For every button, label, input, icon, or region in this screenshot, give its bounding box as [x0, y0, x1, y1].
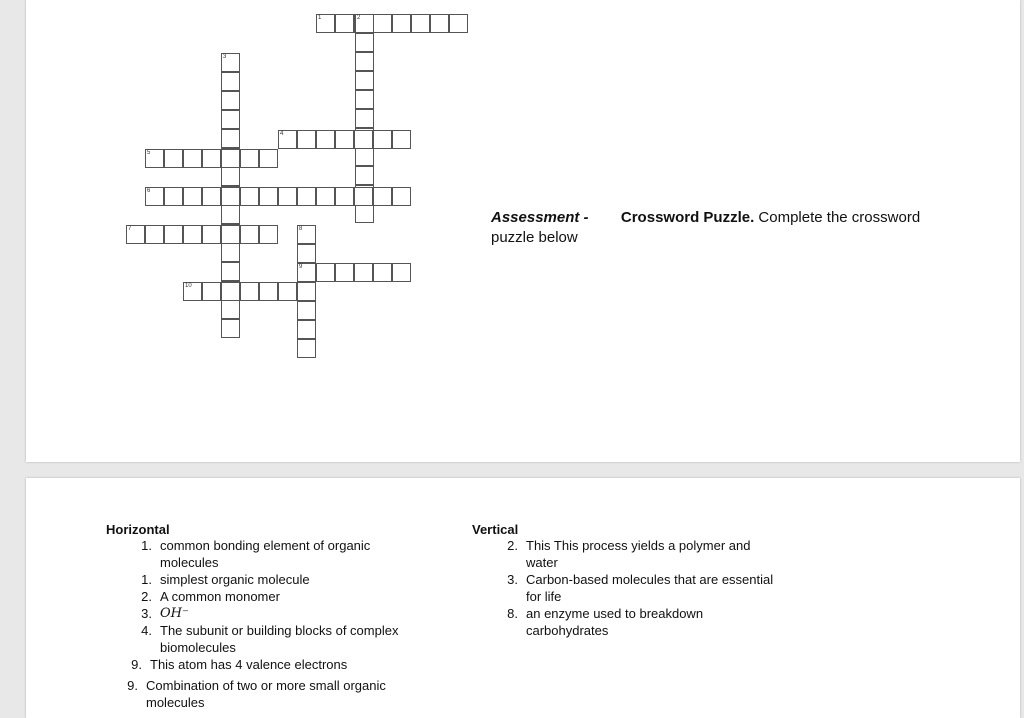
- crossword-cell[interactable]: [145, 225, 164, 244]
- clue-line: for life: [526, 589, 562, 604]
- crossword-cell[interactable]: [221, 72, 240, 91]
- clue-number: 2: [357, 15, 361, 21]
- clue-text: [160, 588, 456, 605]
- crossword-cell[interactable]: [316, 130, 335, 149]
- clue-text: [526, 605, 832, 639]
- crossword-cell[interactable]: [316, 14, 335, 33]
- clue-text: [150, 656, 456, 673]
- crossword-cell[interactable]: [354, 130, 373, 149]
- crossword-cell[interactable]: [355, 147, 374, 166]
- crossword-cell[interactable]: [164, 225, 183, 244]
- crossword-cell[interactable]: [259, 187, 278, 206]
- clue-number: 9.: [127, 678, 138, 693]
- clue-text: [160, 622, 456, 656]
- crossword-cell[interactable]: [355, 109, 374, 128]
- clue-number: 10: [185, 283, 192, 289]
- crossword-cell[interactable]: [278, 187, 297, 206]
- crossword-cell[interactable]: [355, 166, 374, 185]
- crossword-cell[interactable]: [240, 187, 259, 206]
- crossword-cell[interactable]: [373, 187, 392, 206]
- crossword-cell[interactable]: [259, 149, 278, 168]
- crossword-cell[interactable]: [297, 225, 316, 244]
- vertical-heading: Vertical: [472, 522, 519, 537]
- crossword-cell[interactable]: [145, 149, 164, 168]
- vertical-clue: [492, 571, 832, 605]
- crossword-cell[interactable]: [278, 282, 297, 301]
- horizontal-clue: [116, 656, 456, 673]
- horizontal-clue: [126, 622, 456, 656]
- clue-line: A common monomer: [160, 589, 280, 604]
- crossword-cell[interactable]: [240, 282, 259, 301]
- crossword-cell[interactable]: [297, 244, 316, 263]
- clue-number: 7: [128, 226, 132, 232]
- clue-text: [160, 605, 456, 622]
- crossword-cell[interactable]: [183, 149, 202, 168]
- horizontal-clue-list: [126, 537, 456, 711]
- crossword-cell[interactable]: [335, 187, 354, 206]
- vertical-clue: [492, 537, 832, 571]
- clue-line: This atom has 4 valence electrons: [150, 657, 348, 672]
- worksheet-page-2: [26, 478, 1020, 718]
- clue-text: [160, 571, 456, 588]
- vertical-clue-list: [492, 537, 832, 639]
- clue-text: [146, 677, 456, 711]
- clue-line: water: [526, 555, 558, 570]
- crossword-cell[interactable]: [297, 282, 316, 301]
- clue-number: 3: [223, 54, 227, 60]
- clue-number: 8: [299, 226, 303, 232]
- crossword-cell[interactable]: [373, 130, 392, 149]
- crossword-cell[interactable]: [221, 149, 240, 168]
- crossword-cell[interactable]: [373, 263, 392, 282]
- horizontal-clue: [126, 588, 456, 605]
- crossword-cell[interactable]: [221, 167, 240, 186]
- clue-number: 9: [299, 264, 303, 270]
- crossword-cell[interactable]: [183, 282, 202, 301]
- crossword-cell[interactable]: [164, 187, 183, 206]
- crossword-cell[interactable]: [355, 33, 374, 52]
- crossword-cell[interactable]: [316, 263, 335, 282]
- clue-text: [526, 537, 832, 571]
- assessment-title: [491, 208, 971, 248]
- clue-number: 6: [147, 188, 151, 194]
- crossword-cell[interactable]: [316, 187, 335, 206]
- crossword-cell[interactable]: [202, 225, 221, 244]
- crossword-cell[interactable]: [430, 14, 449, 33]
- clue-line: OH⁻: [160, 606, 189, 621]
- crossword-cell[interactable]: [221, 243, 240, 262]
- crossword-cell[interactable]: [355, 52, 374, 71]
- crossword-cell[interactable]: [183, 187, 202, 206]
- crossword-cell[interactable]: [355, 204, 374, 223]
- clue-number: 1: [318, 15, 322, 21]
- assessment-label: Assessment -: [491, 209, 589, 226]
- crossword-cell[interactable]: [259, 282, 278, 301]
- crossword-cell[interactable]: [183, 225, 202, 244]
- crossword-cell[interactable]: [221, 91, 240, 110]
- crossword-cell[interactable]: [202, 282, 221, 301]
- crossword-cell[interactable]: [240, 149, 259, 168]
- crossword-cell[interactable]: [335, 263, 354, 282]
- instruction-line-1: Complete the crossword: [758, 209, 921, 226]
- clue-number: 4.: [141, 623, 152, 638]
- crossword-cell[interactable]: [297, 301, 316, 320]
- clue-number: 2.: [507, 538, 518, 553]
- horizontal-heading: Horizontal: [106, 522, 170, 537]
- crossword-cell[interactable]: [392, 263, 411, 282]
- crossword-cell[interactable]: [221, 187, 240, 206]
- worksheet-page-1: [26, 0, 1020, 462]
- crossword-cell[interactable]: [297, 130, 316, 149]
- clue-number: 3.: [141, 606, 152, 621]
- vertical-clue: [492, 605, 832, 639]
- crossword-cell[interactable]: [221, 225, 240, 244]
- clue-line: biomolecules: [160, 640, 236, 655]
- clue-line: simplest organic molecule: [160, 572, 310, 587]
- horizontal-clue: [112, 677, 456, 711]
- crossword-cell[interactable]: [221, 319, 240, 338]
- crossword-cell[interactable]: [355, 71, 374, 90]
- crossword-cell[interactable]: [221, 300, 240, 319]
- crossword-cell[interactable]: [259, 225, 278, 244]
- crossword-cell[interactable]: [202, 149, 221, 168]
- clue-number: 5: [147, 150, 151, 156]
- crossword-cell[interactable]: [297, 263, 316, 282]
- crossword-cell[interactable]: [221, 129, 240, 148]
- crossword-cell[interactable]: [221, 205, 240, 224]
- clue-number: 1.: [141, 572, 152, 587]
- horizontal-clue: [126, 571, 456, 588]
- horizontal-clue: [126, 605, 456, 622]
- crossword-cell[interactable]: [392, 130, 411, 149]
- clue-number: 2.: [141, 589, 152, 604]
- clue-number: 3.: [507, 572, 518, 587]
- clue-line: molecules: [160, 555, 219, 570]
- clue-line: This This process yields a polymer and: [526, 538, 751, 553]
- crossword-cell[interactable]: [449, 14, 468, 33]
- crossword-cell[interactable]: [221, 282, 240, 301]
- clue-line: The subunit or building blocks of complex: [160, 623, 399, 638]
- crossword-cell[interactable]: [297, 187, 316, 206]
- clue-text: [526, 571, 832, 605]
- crossword-cell[interactable]: [411, 14, 430, 33]
- horizontal-clue: [126, 537, 456, 571]
- crossword-cell[interactable]: [354, 187, 373, 206]
- instruction-line-2: puzzle below: [491, 229, 578, 246]
- clue-line: common bonding element of organic: [160, 538, 371, 553]
- crossword-cell[interactable]: [355, 14, 374, 33]
- crossword-cell[interactable]: [335, 14, 354, 33]
- crossword-cell[interactable]: [221, 262, 240, 281]
- crossword-cell[interactable]: [392, 187, 411, 206]
- crossword-cell[interactable]: [335, 130, 354, 149]
- clue-line: Carbon-based molecules that are essential: [526, 572, 774, 587]
- crossword-cell[interactable]: [355, 90, 374, 109]
- clue-number: 4: [280, 131, 284, 137]
- crossword-cell[interactable]: [354, 263, 373, 282]
- crossword-cell[interactable]: [392, 14, 411, 33]
- clue-line: carbohydrates: [526, 623, 609, 638]
- crossword-cell[interactable]: [221, 53, 240, 72]
- clue-number: 8.: [507, 606, 518, 621]
- clue-line: an enzyme used to breakdown: [526, 606, 704, 621]
- crossword-cell[interactable]: [145, 187, 164, 206]
- crossword-cell[interactable]: [278, 130, 297, 149]
- clue-line: molecules: [146, 695, 205, 710]
- crossword-cell[interactable]: [126, 225, 145, 244]
- crossword-cell[interactable]: [202, 187, 221, 206]
- crossword-cell[interactable]: [297, 339, 316, 358]
- clue-line: Combination of two or more small organic: [146, 678, 386, 693]
- crossword-cell[interactable]: [164, 149, 183, 168]
- puzzle-title: Crossword Puzzle.: [620, 209, 755, 226]
- crossword-cell[interactable]: [221, 110, 240, 129]
- clue-text: [160, 537, 456, 571]
- crossword-cell[interactable]: [297, 320, 316, 339]
- crossword-cell[interactable]: [373, 14, 392, 33]
- clue-number: 9.: [131, 657, 142, 672]
- clue-number: 1.: [141, 538, 152, 553]
- crossword-cell[interactable]: [240, 225, 259, 244]
